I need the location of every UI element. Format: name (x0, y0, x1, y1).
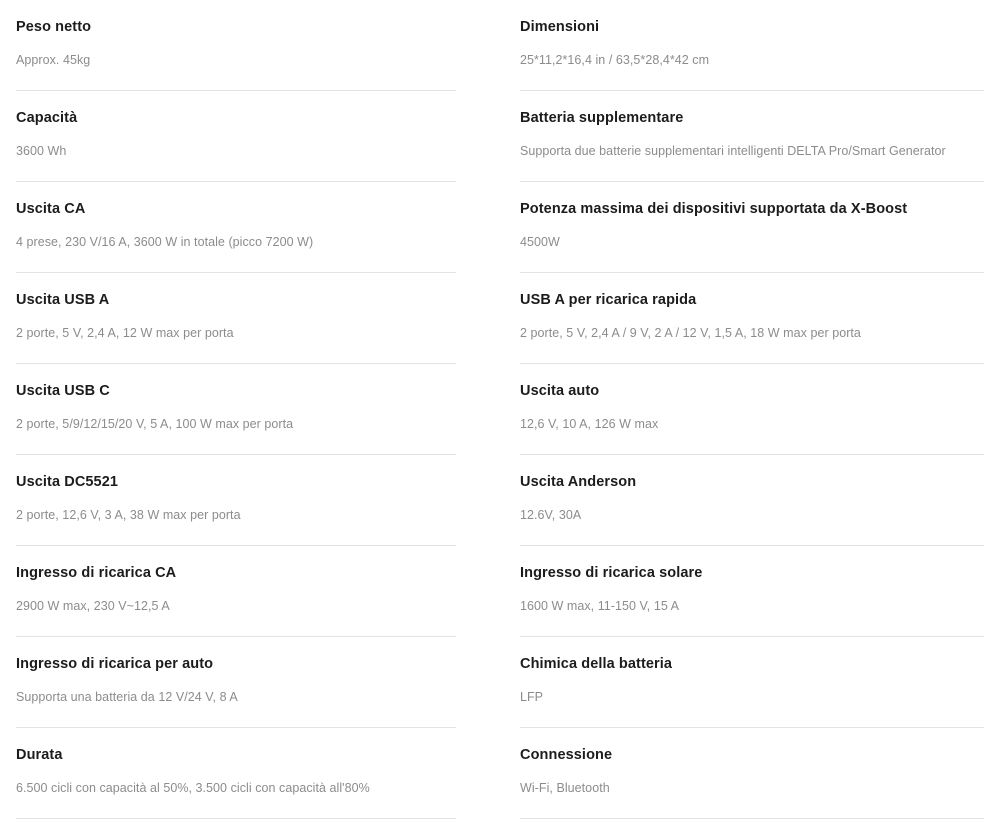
spec-title: Uscita auto (520, 383, 600, 399)
spec-title: Ingresso di ricarica solare (520, 565, 703, 581)
spec-value: Wi-Fi, Bluetooth (520, 780, 610, 795)
spec-value: 3600 Wh (16, 143, 67, 158)
spec-title: Peso netto (16, 19, 92, 35)
spec-title: Dimensioni (520, 19, 600, 35)
spec-value: Supporta una batteria da 12 V/24 V, 8 A (16, 689, 238, 704)
spec-row (16, 546, 456, 637)
specifications-left-column (16, 0, 480, 819)
spec-row (16, 0, 456, 91)
spec-value: 1600 W max, 11-150 V, 15 A (520, 598, 680, 613)
spec-value: 2 porte, 5 V, 2,4 A / 9 V, 2 A / 12 V, 1,5 A, 18 W max per porta (520, 325, 861, 340)
spec-value: LFP (520, 689, 544, 704)
spec-row (520, 455, 984, 546)
spec-value: 4 prese, 230 V/16 A, 3600 W in totale (picco 7200 W) (16, 234, 314, 249)
spec-row (520, 637, 984, 728)
spec-title: Capacità (16, 110, 78, 126)
spec-row (16, 728, 456, 819)
spec-value: 4500W (520, 234, 560, 249)
spec-row (520, 182, 984, 273)
spec-title: Chimica della batteria (520, 656, 673, 672)
spec-title: Uscita CA (16, 201, 86, 217)
spec-value: 2 porte, 5 V, 2,4 A, 12 W max per porta (16, 325, 234, 340)
spec-title: Connessione (520, 747, 613, 763)
spec-title: Ingresso di ricarica per auto (16, 656, 214, 672)
spec-row (16, 91, 456, 182)
spec-row (520, 273, 984, 364)
spec-value: Approx. 45kg (16, 52, 91, 67)
spec-title: Uscita USB A (16, 292, 110, 308)
spec-row (16, 273, 456, 364)
spec-value: 12.6V, 30A (520, 507, 582, 522)
spec-row (16, 637, 456, 728)
spec-value: 6.500 cicli con capacità al 50%, 3.500 cicli con capacità all'80% (16, 780, 370, 795)
spec-row (520, 91, 984, 182)
spec-title: Durata (16, 747, 63, 763)
spec-title: Batteria supplementare (520, 110, 684, 126)
spec-row (520, 0, 984, 91)
spec-row (520, 546, 984, 637)
spec-row (16, 364, 456, 455)
spec-title: Uscita Anderson (520, 474, 637, 490)
spec-row (16, 182, 456, 273)
spec-row (520, 728, 984, 819)
spec-value: 2900 W max, 230 V~12,5 A (16, 598, 170, 613)
spec-value: 2 porte, 12,6 V, 3 A, 38 W max per porta (16, 507, 241, 522)
spec-row (520, 364, 984, 455)
spec-row (16, 455, 456, 546)
spec-title: Ingresso di ricarica CA (16, 565, 177, 581)
spec-title: Potenza massima dei dispositivi supportata da X-Boost (520, 201, 908, 217)
spec-title: Uscita DC5521 (16, 474, 119, 490)
spec-value: 12,6 V, 10 A, 126 W max (520, 416, 659, 431)
spec-value: 25*11,2*16,4 in / 63,5*28,4*42 cm (520, 52, 710, 67)
specifications-right-column (520, 0, 984, 819)
spec-value: 2 porte, 5/9/12/15/20 V, 5 A, 100 W max per porta (16, 416, 294, 431)
spec-title: USB A per ricarica rapida (520, 292, 697, 308)
spec-title: Uscita USB C (16, 383, 110, 399)
spec-value: Supporta due batterie supplementari intelligenti DELTA Pro/Smart Generator (520, 143, 946, 158)
